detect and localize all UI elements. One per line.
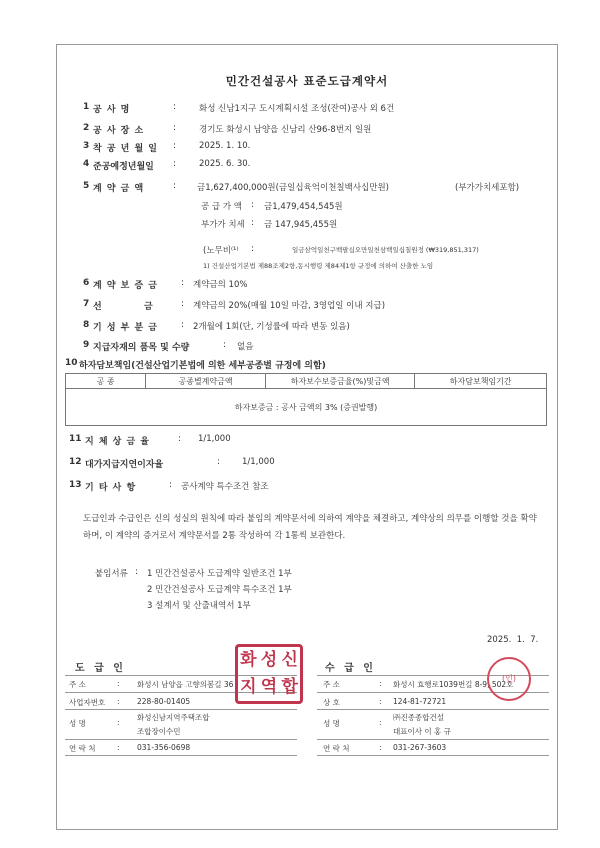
contractor-phone: 031-267-3603 xyxy=(393,743,447,752)
divider xyxy=(65,709,297,710)
client-representative: 조합장이수민 xyxy=(137,727,181,736)
client-bizno: 228-80-01405 xyxy=(137,697,191,706)
vat-note: (부가가치세포함) xyxy=(455,183,520,193)
item-7-value: 계약금의 20%(매월 10일 마감, 3영업일 이내 지급) xyxy=(193,301,386,311)
item-5-value: 금1,627,400,000원(금일십육억이천칠백사십만원) xyxy=(197,183,389,193)
colon: : xyxy=(169,480,173,490)
agreement-paragraph: 도급인과 수급인은 신의 성실의 원칙에 따라 붙임의 계약문서에 의하여 계약을 체결하고, 계약상의 의무를 이행할 것을 확약하며, 이 계약의 증거로서 계약문서를 2통 작성하여 각 1통씩 보관한다. xyxy=(83,514,537,541)
defect-header-amount: 공종별계약금액 xyxy=(146,374,266,389)
item-4-label: 준공예정년월일 xyxy=(93,162,154,172)
divider xyxy=(317,709,549,710)
item-6-label: 계 약 보 증 금 xyxy=(93,281,159,291)
item-9-num: 9 xyxy=(83,340,90,350)
contract-date: 2025. 1. 7. xyxy=(487,635,539,645)
colon: : xyxy=(181,299,185,309)
colon: : xyxy=(251,244,255,254)
item-7-label: 선 금 xyxy=(93,302,154,312)
client-heading: 도 급 인 xyxy=(75,663,126,674)
colon: : xyxy=(181,320,185,330)
contractor-regno: 124-81-72721 xyxy=(393,697,447,706)
contract-page xyxy=(56,44,558,830)
seal-char: 성 xyxy=(260,650,278,670)
attach-item-3: 3 설계서 및 산출내역서 1부 xyxy=(147,601,251,611)
client-phone-label: 연 락 처 xyxy=(69,744,96,753)
item-8-label: 기 성 부 분 금 xyxy=(93,323,159,333)
colon: : xyxy=(173,159,177,169)
colon: : xyxy=(223,340,227,350)
item-2-value: 경기도 화성시 남양읍 신남리 산96-8번지 일원 xyxy=(199,125,372,135)
colon: : xyxy=(181,278,185,288)
item-3-label: 착 공 년 월 일 xyxy=(93,144,159,154)
defect-header-rate: 하자보수보증금율(%)및금액 xyxy=(265,374,414,389)
item-1-value: 화성 신남1지구 도시계획시설 조성(잔여)공사 외 6건 xyxy=(199,104,395,114)
item-1-num: 1 xyxy=(83,102,90,112)
item-7-num: 7 xyxy=(83,299,90,309)
attach-item-2: 2 민간건설공사 도급계약 특수조건 1부 xyxy=(147,585,292,595)
client-seal xyxy=(235,644,303,704)
seal-char: 화 xyxy=(240,650,257,670)
colon: : xyxy=(173,181,177,191)
contractor-address-label: 주 소 xyxy=(323,680,340,689)
seal-char: 역 xyxy=(260,677,278,697)
colon: : xyxy=(173,102,177,112)
client-bizno-label: 사업자번호 xyxy=(69,698,106,707)
labor-label: (노무비⁽¹⁾ xyxy=(203,246,239,256)
seal-char: 신 xyxy=(281,650,298,670)
client-phone: 031-356-0698 xyxy=(137,743,191,752)
item-6-value: 계약금의 10% xyxy=(193,280,248,290)
client-name: 화성신남지역주택조합 xyxy=(137,713,210,722)
item-9-label: 지급자재의 품목 및 수량 xyxy=(93,343,190,353)
client-address-label: 주 소 xyxy=(69,680,86,689)
colon: : xyxy=(117,679,120,688)
colon: : xyxy=(379,743,382,752)
item-4-num: 4 xyxy=(83,159,90,169)
item-6-num: 6 xyxy=(83,278,90,288)
colon: : xyxy=(379,718,382,727)
vat-label: 부가가 치세 xyxy=(201,220,245,230)
item-2-label: 공 사 장 소 xyxy=(93,126,145,136)
item-11-label: 지 체 상 금 율 xyxy=(85,437,151,447)
seal-char: 합 xyxy=(281,677,298,697)
colon: : xyxy=(117,697,120,706)
vat-value: 금 147,945,455원 xyxy=(264,220,338,230)
defect-header-period: 하자담보책임기간 xyxy=(415,374,547,389)
colon: : xyxy=(251,200,255,210)
attach-item-1: 1 민간건설공사 도급계약 일반조건 1부 xyxy=(147,569,292,579)
colon: : xyxy=(117,718,120,727)
divider xyxy=(317,739,549,740)
document-title: 민간건설공사 표준도급계약서 xyxy=(225,74,389,88)
colon: : xyxy=(117,743,120,752)
item-5-label: 계 약 금 액 xyxy=(93,184,145,194)
colon: : xyxy=(379,679,382,688)
colon: : xyxy=(135,567,139,577)
item-5-num: 5 xyxy=(83,181,90,191)
divider xyxy=(65,739,297,740)
contractor-address: 화성시 효행로1039번길 8-9, 502호 xyxy=(393,680,514,689)
item-12-label: 대가지급지연이자율 xyxy=(85,460,164,470)
contractor-regno-label: 상 호 xyxy=(323,698,340,707)
labor-value: 일금삼억일천구백팔십오만일천삼백일십칠원정 (₩319,851,317) xyxy=(292,246,479,254)
labor-footnote: 1) 건설산업기본법 제88조제2항,동시행령 제84제1항 규정에 의하여 산출한 노임 xyxy=(203,262,434,270)
item-10-label: 하자담보책임(건설산업기본법에 의한 세부공종별 규정에 의함) xyxy=(79,361,326,371)
contractor-representative: 대표이사 이 홍 규 xyxy=(393,727,451,736)
contractor-seal: (인) xyxy=(487,657,531,701)
item-12-num: 12 xyxy=(69,457,82,467)
item-8-num: 8 xyxy=(83,320,90,330)
colon: : xyxy=(251,218,255,228)
item-3-num: 3 xyxy=(83,141,90,151)
defect-table xyxy=(65,373,547,426)
item-10-num: 10 xyxy=(65,358,78,368)
contractor-name: ㈜진종종합건설 xyxy=(393,713,444,722)
colon: : xyxy=(217,457,221,467)
attach-label: 붙임서류 xyxy=(95,569,128,579)
colon: : xyxy=(173,123,177,133)
supply-label: 공 급 가 액 xyxy=(201,202,242,212)
divider xyxy=(317,755,549,756)
item-11-value: 1/1,000 xyxy=(198,434,231,444)
defect-table-note: 하자보증금 : 공사 금액의 3% (증권발행) xyxy=(66,389,547,426)
item-12-value: 1/1,000 xyxy=(242,457,275,467)
client-address: 화성시 남양읍 고향의봄길 36 xyxy=(137,680,234,689)
seal-char: 지 xyxy=(240,677,257,697)
item-4-value: 2025. 6. 30. xyxy=(199,159,251,169)
contractor-heading: 수 급 인 xyxy=(325,663,376,674)
item-11-num: 11 xyxy=(69,434,82,444)
item-13-num: 13 xyxy=(69,480,82,490)
item-1-label: 공 사 명 xyxy=(93,105,131,115)
contractor-phone-label: 연 락 처 xyxy=(323,744,350,753)
colon: : xyxy=(178,434,182,444)
colon: : xyxy=(379,697,382,706)
client-name-label: 성 명 xyxy=(69,719,86,728)
item-3-value: 2025. 1. 10. xyxy=(199,141,251,151)
item-8-value: 2개월에 1회(단, 기성률에 따라 변동 있음) xyxy=(193,322,350,332)
supply-value: 금1,479,454,545원 xyxy=(264,202,343,212)
item-9-value: 없음 xyxy=(237,342,254,352)
divider xyxy=(65,755,297,756)
item-13-label: 기 타 사 항 xyxy=(85,483,137,493)
contractor-name-label: 성 명 xyxy=(323,719,340,728)
colon: : xyxy=(173,141,177,151)
item-13-value: 공사계약 특수조건 참조 xyxy=(181,482,269,492)
item-2-num: 2 xyxy=(83,123,90,133)
defect-header-type: 공 종 xyxy=(66,374,146,389)
